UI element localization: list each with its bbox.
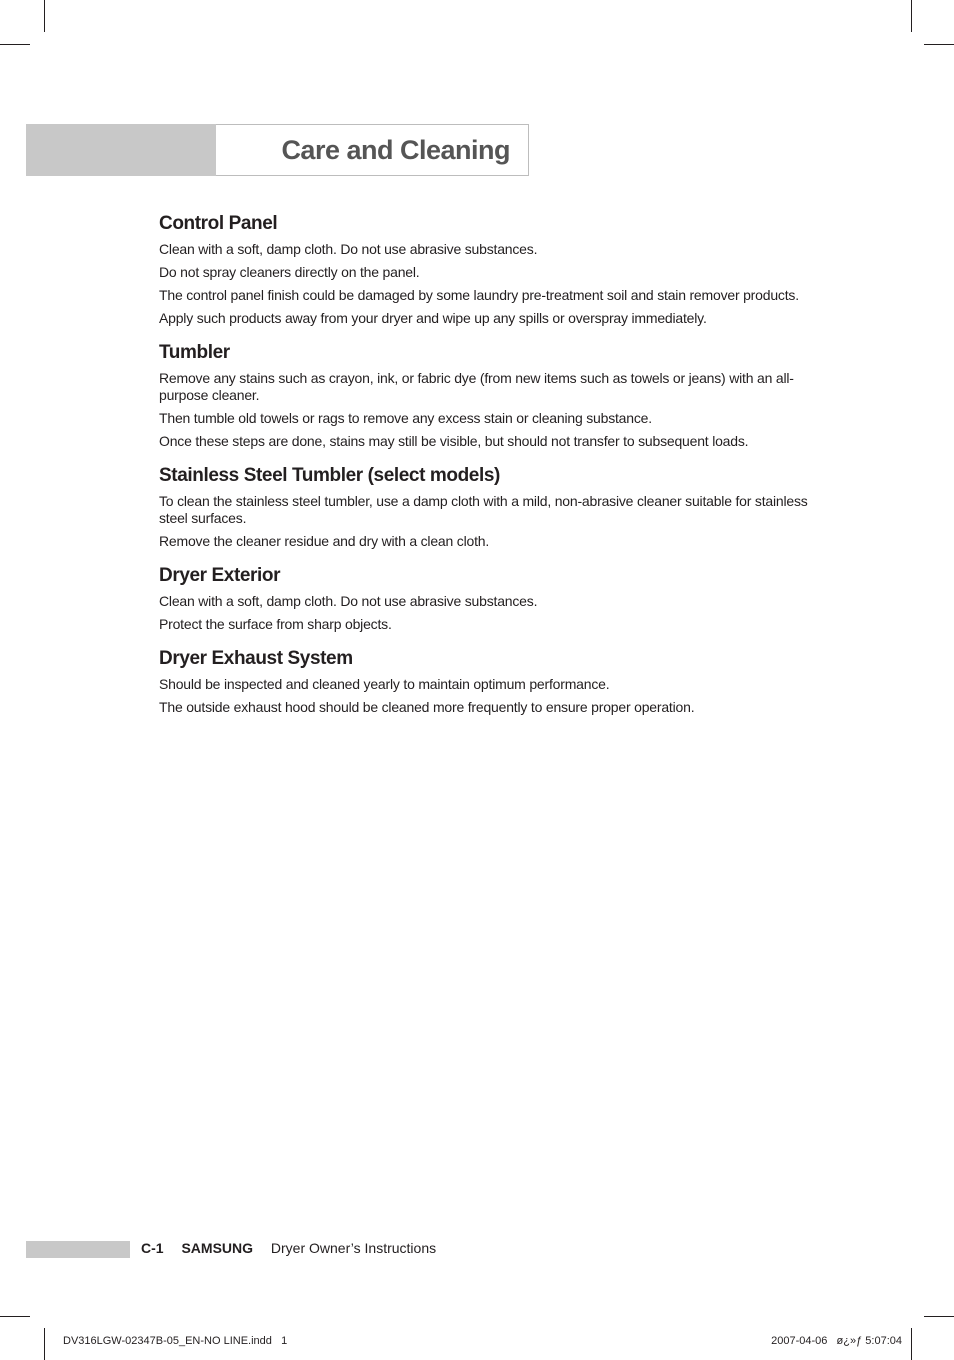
print-slug-timestamp: 2007-04-06 ø¿»ƒ 5:07:04 (771, 1335, 902, 1347)
section-heading: Stainless Steel Tumbler (select models) (159, 465, 500, 486)
section-paragraph: The outside exhaust hood should be cleaned more frequently to ensure proper operation. (159, 699, 695, 715)
section-paragraph: Do not spray cleaners directly on the panel. (159, 264, 420, 280)
section-heading: Control Panel (159, 213, 278, 234)
section-paragraph: Protect the surface from sharp objects. (159, 616, 392, 632)
brand-name: SAMSUNG (181, 1240, 254, 1256)
document-title: Dryer Owner’s Instructions (270, 1240, 437, 1256)
crop-mark (0, 1316, 30, 1317)
section-stainless-steel-tumbler (159, 464, 809, 550)
page-content (159, 212, 809, 730)
footer-gray-band (26, 1241, 130, 1258)
header-title-box (216, 124, 529, 176)
crop-mark (924, 44, 954, 45)
section-heading: Dryer Exhaust System (159, 648, 353, 669)
section-dryer-exterior (159, 564, 809, 633)
section-paragraph: Clean with a soft, damp cloth. Do not use abrasive substances. (159, 241, 538, 257)
crop-mark (911, 0, 912, 32)
section-paragraph: Should be inspected and cleaned yearly to maintain optimum performance. (159, 676, 610, 692)
section-paragraph: Clean with a soft, damp cloth. Do not use abrasive substances. (159, 593, 538, 609)
section-control-panel (159, 212, 809, 327)
print-slug-file: DV316LGW-02347B-05_EN-NO LINE.indd 1 (63, 1335, 288, 1347)
section-dryer-exhaust-system (159, 647, 809, 716)
crop-mark (924, 1316, 954, 1317)
section-paragraph: Apply such products away from your dryer and wipe up any spills or overspray immediately. (159, 310, 707, 326)
crop-mark (0, 44, 30, 45)
page-number: C-1 (141, 1240, 164, 1256)
section-tumbler (159, 341, 809, 450)
page-footer (141, 1240, 436, 1256)
crop-mark (911, 1328, 912, 1360)
section-heading: Dryer Exterior (159, 565, 281, 586)
page-title: Care and Cleaning (281, 135, 510, 165)
section-paragraph: To clean the stainless steel tumbler, use a damp cloth with a mild, non-abrasive cleaner suitable for stainless steel surfaces. (159, 493, 808, 526)
crop-mark (44, 0, 45, 32)
section-paragraph: The control panel finish could be damaged by some laundry pre-treatment soil and stain remover products. (159, 287, 799, 303)
section-paragraph: Remove the cleaner residue and dry with a clean cloth. (159, 533, 490, 549)
section-paragraph: Remove any stains such as crayon, ink, or fabric dye (from new items such as towels or jeans) with an all-purpose cleaner. (159, 370, 794, 403)
crop-mark (44, 1328, 45, 1360)
header-gray-band (26, 124, 216, 176)
section-paragraph: Once these steps are done, stains may still be visible, but should not transfer to subsequent loads. (159, 433, 749, 449)
section-paragraph: Then tumble old towels or rags to remove any excess stain or cleaning substance. (159, 410, 652, 426)
section-heading: Tumbler (159, 342, 230, 363)
